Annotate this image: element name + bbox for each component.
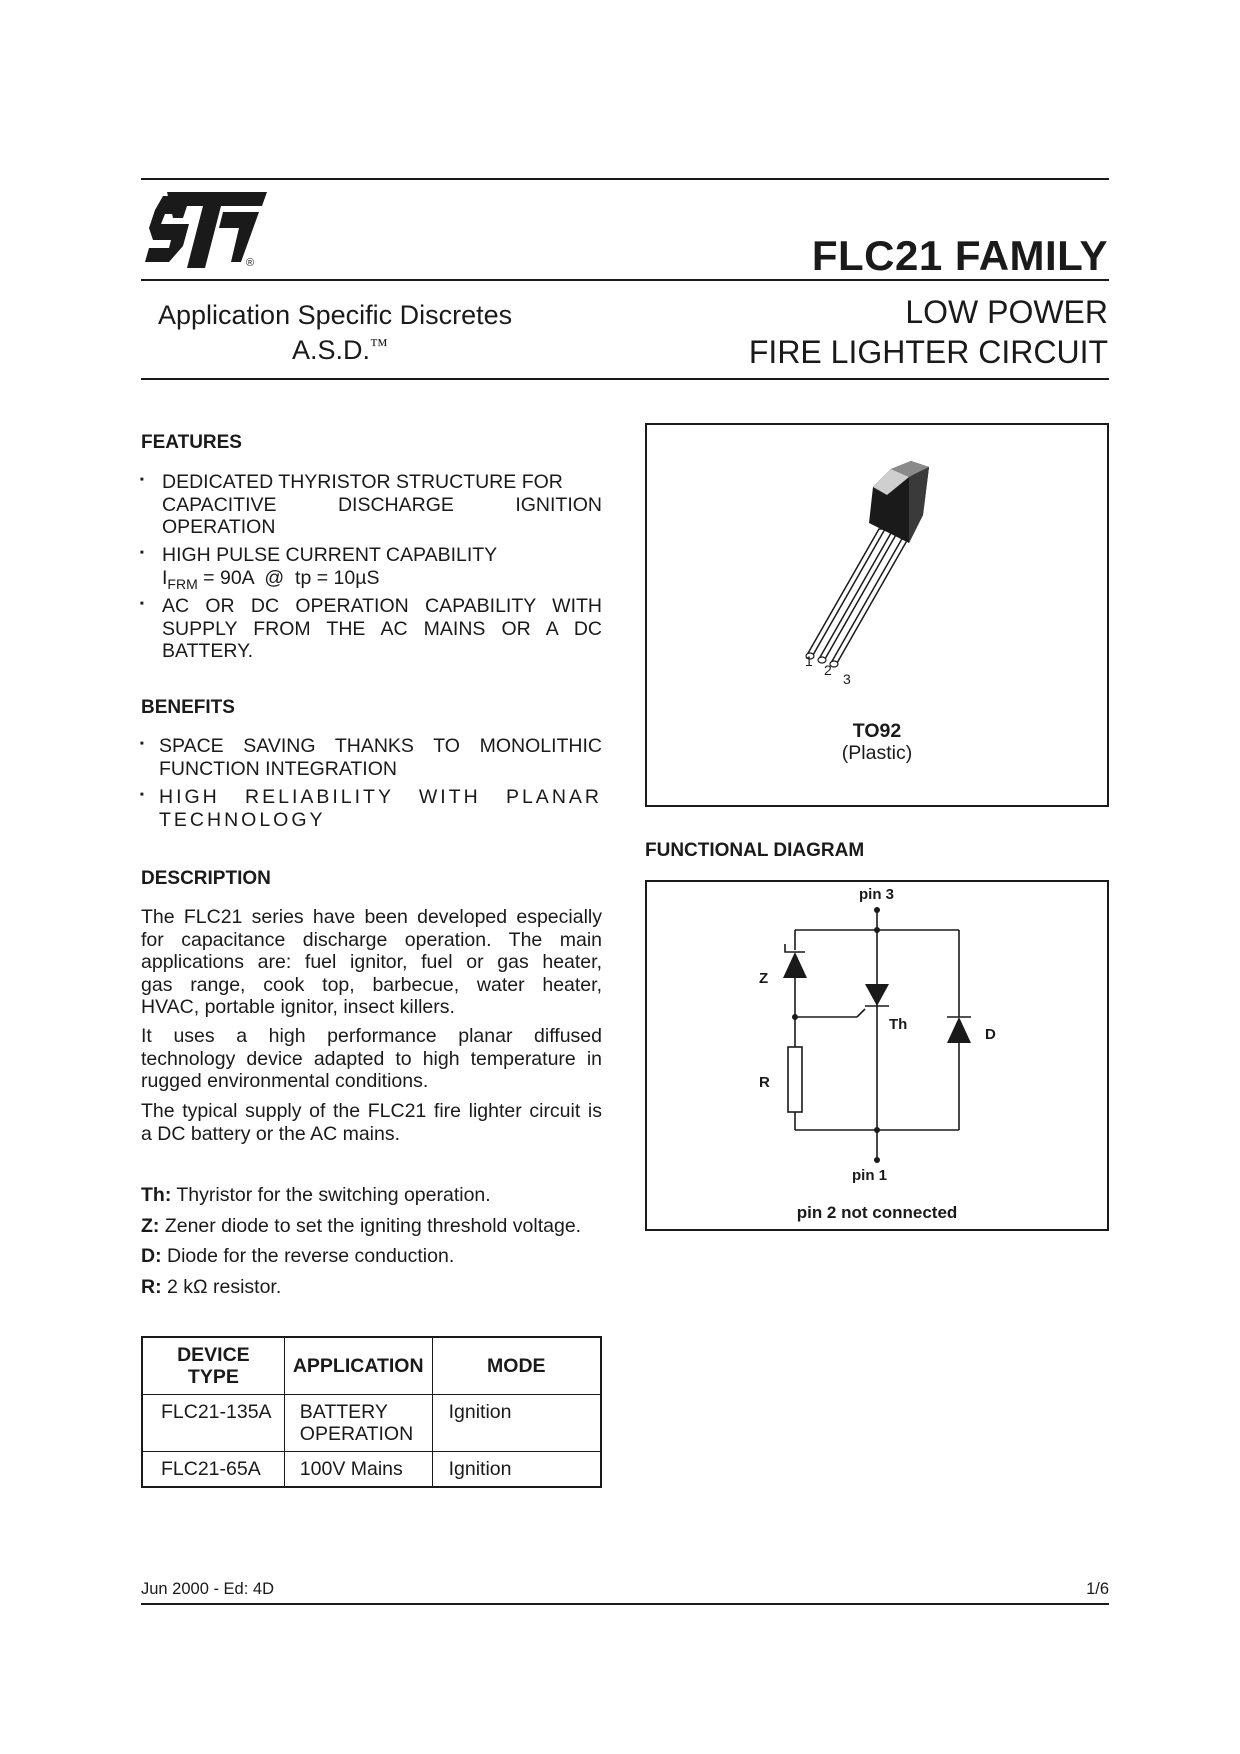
diode-label: D bbox=[985, 1026, 996, 1043]
desc-p2-l1: It uses a high performance planar diffused bbox=[141, 1025, 602, 1047]
diagram-note: pin 2 not connected bbox=[796, 1203, 958, 1222]
package-name: TO92 bbox=[852, 720, 902, 742]
benefit-item-1 bbox=[140, 735, 602, 780]
header-bottom-rule bbox=[141, 378, 1109, 380]
to92-package-icon bbox=[647, 425, 1107, 685]
bullet-icon: ■ bbox=[140, 741, 144, 747]
cell-device-type: FLC21-135A bbox=[142, 1395, 284, 1452]
thyristor-label: Th bbox=[889, 1016, 908, 1033]
feature-2-line-1: HIGH PULSE CURRENT CAPABILITY bbox=[162, 544, 498, 566]
benefit-1-line-1: SPACE SAVING THANKS TO MONOLITHIC bbox=[159, 735, 602, 757]
subtitle-line2: FIRE LIGHTER CIRCUIT bbox=[748, 334, 1108, 370]
legend-th: Th: Thyristor for the switching operation. bbox=[141, 1184, 491, 1206]
benefit-1-line-2: FUNCTION INTEGRATION bbox=[159, 757, 397, 780]
component-legend bbox=[141, 1180, 621, 1302]
legend-z: Z: Zener diode to set the igniting threshold voltage. bbox=[141, 1214, 582, 1237]
feature-3-line-3: BATTERY. bbox=[162, 640, 254, 662]
col-header-device-type: DEVICE TYPE bbox=[142, 1337, 284, 1395]
footer-date-edition: Jun 2000 - Ed: 4D bbox=[141, 1580, 274, 1598]
subtitle-line1: LOW POWER bbox=[905, 294, 1108, 330]
benefit-2-line-2: TECHNOLOGY bbox=[159, 808, 326, 831]
col-header-mode: MODE bbox=[432, 1337, 601, 1395]
desc-p3-l2: a DC battery or the AC mains. bbox=[141, 1122, 401, 1145]
package-box bbox=[645, 423, 1109, 807]
desc-p1-l3: applications are: fuel ignitor, fuel or gas heater, bbox=[141, 951, 602, 973]
trademark-symbol: ™ bbox=[370, 335, 388, 355]
feature-item-2 bbox=[140, 544, 602, 595]
formula-subscript: FRM bbox=[167, 575, 198, 592]
family-title: FLC21 FAMILY bbox=[811, 232, 1108, 279]
desc-p1-l1: The FLC21 series have been developed especially bbox=[141, 906, 602, 928]
diode-icon bbox=[947, 1017, 971, 1043]
footer-page-number: 1/6 bbox=[1086, 1580, 1109, 1598]
pin-label-3: 3 bbox=[843, 671, 851, 687]
feature-item-1 bbox=[140, 471, 602, 539]
table-row bbox=[142, 1452, 601, 1488]
description-heading: DESCRIPTION bbox=[141, 868, 271, 889]
cell-device-type: FLC21-65A bbox=[142, 1452, 284, 1488]
feature-1-line-3: OPERATION bbox=[162, 516, 276, 538]
cell-application: BATTERY OPERATION bbox=[284, 1395, 432, 1452]
feature-item-3 bbox=[140, 595, 602, 663]
cell-mode: Ignition bbox=[432, 1452, 601, 1488]
bullet-icon: ■ bbox=[140, 792, 144, 798]
pin-label-2: 2 bbox=[824, 662, 832, 678]
bullet-icon: ■ bbox=[140, 477, 144, 483]
table-header-row bbox=[142, 1337, 601, 1395]
pin-label-1: 1 bbox=[805, 653, 813, 669]
category-line1: Application Specific Discretes bbox=[158, 300, 513, 330]
desc-p2-l3: rugged environmental conditions. bbox=[141, 1070, 429, 1092]
description-para-2 bbox=[141, 1025, 602, 1093]
feature-3-line-1: AC OR DC OPERATION CAPABILITY WITH bbox=[162, 595, 602, 617]
pin-1-label: pin 1 bbox=[852, 1167, 888, 1184]
thyristor-icon bbox=[865, 984, 889, 1006]
footer-rule bbox=[141, 1603, 1109, 1605]
benefit-item-2 bbox=[140, 786, 602, 831]
title-rule bbox=[141, 279, 1109, 281]
formula-value: = 90A @ tp = 10µS bbox=[197, 566, 380, 589]
registered-mark: ® bbox=[246, 257, 255, 269]
bullet-icon: ■ bbox=[140, 601, 144, 607]
desc-p1-l4: gas range, cook top, barbecue, water heater, bbox=[141, 973, 602, 996]
table-row bbox=[142, 1395, 601, 1452]
bullet-icon: ■ bbox=[140, 550, 144, 556]
col-header-application: APPLICATION bbox=[284, 1337, 432, 1395]
feature-2-formula bbox=[162, 567, 602, 595]
desc-p2-l2: technology device adapted to high temperature in bbox=[141, 1047, 602, 1070]
desc-p1-l5: HVAC, portable ignitor, insect killers. bbox=[141, 996, 455, 1018]
device-table bbox=[141, 1336, 602, 1488]
cell-application: 100V Mains bbox=[284, 1452, 432, 1488]
features-heading: FEATURES bbox=[141, 432, 242, 453]
cell-mode: Ignition bbox=[432, 1395, 601, 1452]
description-para-1 bbox=[141, 906, 602, 1019]
resistor-label: R bbox=[759, 1074, 770, 1091]
category-asd: A.S.D. bbox=[292, 335, 371, 365]
functional-diagram-heading: FUNCTIONAL DIAGRAM bbox=[645, 840, 865, 861]
top-rule bbox=[141, 178, 1109, 180]
zener-diode-icon bbox=[783, 952, 807, 978]
package-material: (Plastic) bbox=[841, 742, 913, 764]
feature-3-line-2: SUPPLY FROM THE AC MAINS OR A DC bbox=[162, 617, 602, 640]
legend-d: D: Diode for the reverse conduction. bbox=[141, 1245, 455, 1267]
feature-1-line-1: DEDICATED THYRISTOR STRUCTURE FOR bbox=[162, 471, 563, 493]
feature-1-line-2: CAPACITIVE DISCHARGE IGNITION bbox=[162, 493, 602, 516]
zener-label: Z bbox=[759, 970, 769, 987]
benefits-heading: BENEFITS bbox=[141, 697, 235, 718]
category-line2 bbox=[292, 335, 388, 366]
description-para-3 bbox=[141, 1100, 602, 1145]
pin-3-label: pin 3 bbox=[859, 886, 895, 903]
benefit-2-line-1: HIGH RELIABILITY WITH PLANAR bbox=[159, 786, 602, 808]
desc-p1-l2: for capacitance discharge operation. The main bbox=[141, 928, 602, 951]
functional-diagram-box bbox=[645, 880, 1109, 1231]
legend-r: R: 2 kΩ resistor. bbox=[141, 1275, 282, 1298]
formula-symbol: I bbox=[162, 566, 168, 589]
desc-p3-l1: The typical supply of the FLC21 fire lighter circuit is bbox=[141, 1100, 602, 1122]
